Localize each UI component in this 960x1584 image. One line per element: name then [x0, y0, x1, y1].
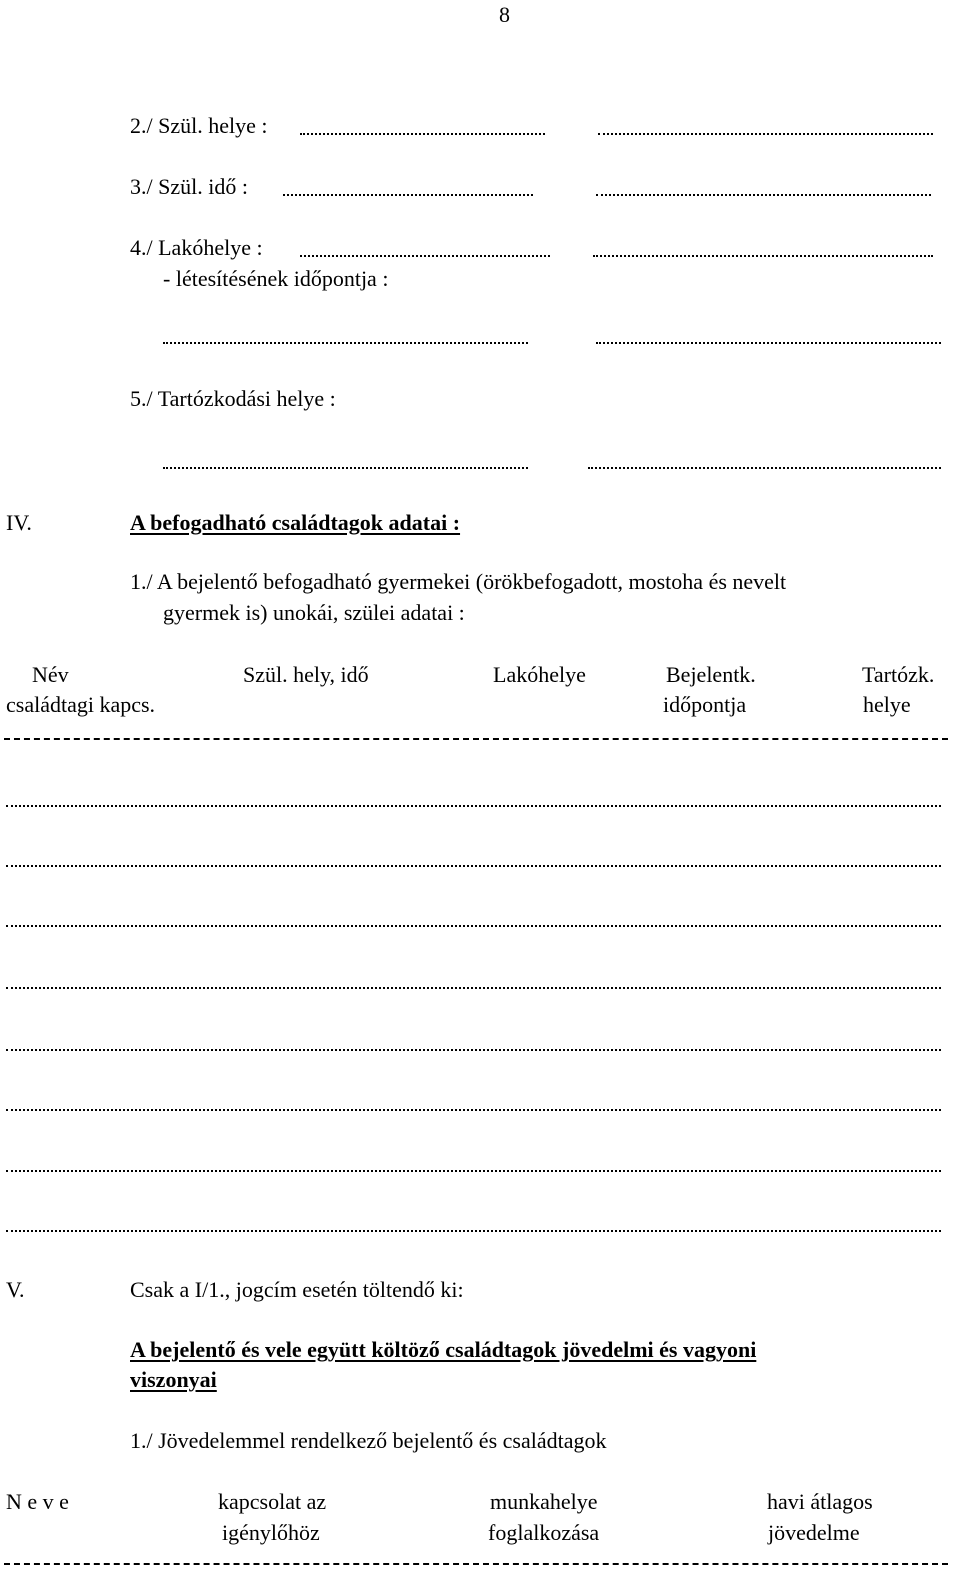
family-row-8[interactable]	[6, 1230, 941, 1232]
col-header-bejelentk: Bejelentk.	[666, 662, 756, 687]
birth-place-field-2[interactable]	[598, 133, 933, 135]
birth-date-label: 3./ Szül. idő :	[130, 174, 248, 199]
income-col-jovedelme: jövedelme	[768, 1520, 860, 1545]
birth-place-field-1[interactable]	[300, 133, 545, 135]
col-header-idopontja: időpontja	[663, 692, 747, 717]
residence-establishment-field-1[interactable]	[163, 342, 528, 344]
col-header-nev: Név	[32, 662, 69, 687]
section-v-heading-line1: A bejelentő és vele együtt költöző családtagok jövedelmi és vagyoni	[130, 1337, 757, 1362]
income-col-munkahelye: munkahelye	[490, 1489, 598, 1514]
income-col-havi: havi átlagos	[767, 1489, 873, 1514]
income-col-neve: N e v e	[6, 1489, 69, 1514]
temporary-residence-field-1[interactable]	[163, 467, 528, 469]
family-row-6[interactable]	[6, 1109, 941, 1111]
section-v-intro: Csak a I/1., jogcím esetén töltendő ki:	[130, 1277, 464, 1302]
residence-label: 4./ Lakóhelye :	[130, 235, 263, 260]
page-number: 8	[499, 2, 510, 27]
family-row-4[interactable]	[6, 987, 941, 989]
section-v-heading-line2: viszonyai	[130, 1367, 217, 1392]
family-row-3[interactable]	[6, 925, 941, 927]
section-iv-item1-line1: 1./ A bejelentő befogadható gyermekei (örökbefogadott, mostoha és nevelt	[130, 569, 787, 594]
col-header-lakohelye: Lakóhelye	[493, 662, 586, 687]
residence-establishment-label: - létesítésének időpontja :	[163, 266, 389, 291]
income-table-separator	[4, 1563, 948, 1565]
family-row-2[interactable]	[6, 865, 941, 867]
birth-date-field-2[interactable]	[596, 194, 931, 196]
col-header-helye: helye	[863, 692, 911, 717]
family-row-5[interactable]	[6, 1049, 941, 1051]
temporary-residence-field-2[interactable]	[588, 467, 941, 469]
residence-field-2[interactable]	[593, 255, 933, 257]
table-header-separator	[4, 738, 948, 740]
residence-field-1[interactable]	[300, 255, 550, 257]
income-col-igenylohoz: igénylőhöz	[222, 1520, 320, 1545]
col-header-tartozk: Tartózk.	[862, 662, 935, 687]
section-iv-number: IV.	[6, 510, 32, 535]
section-iv-item1-line2: gyermek is) unokái, szülei adatai :	[163, 600, 465, 625]
col-header-szul: Szül. hely, idő	[243, 662, 369, 687]
residence-establishment-field-2[interactable]	[596, 342, 941, 344]
temporary-residence-label: 5./ Tartózkodási helye :	[130, 386, 336, 411]
section-v-number: V.	[6, 1277, 25, 1302]
family-row-1[interactable]	[6, 805, 941, 807]
birth-date-field-1[interactable]	[283, 194, 533, 196]
section-v-item1: 1./ Jövedelemmel rendelkező bejelentő és családtagok	[130, 1428, 607, 1453]
col-header-csaladtagi: családtagi kapcs.	[6, 692, 156, 717]
income-col-kapcsolat: kapcsolat az	[218, 1489, 327, 1514]
family-row-7[interactable]	[6, 1170, 941, 1172]
income-col-foglalkozasa: foglalkozása	[488, 1520, 600, 1545]
birth-place-label: 2./ Szül. helye :	[130, 113, 268, 138]
section-iv-title: A befogadható családtagok adatai :	[130, 510, 461, 535]
